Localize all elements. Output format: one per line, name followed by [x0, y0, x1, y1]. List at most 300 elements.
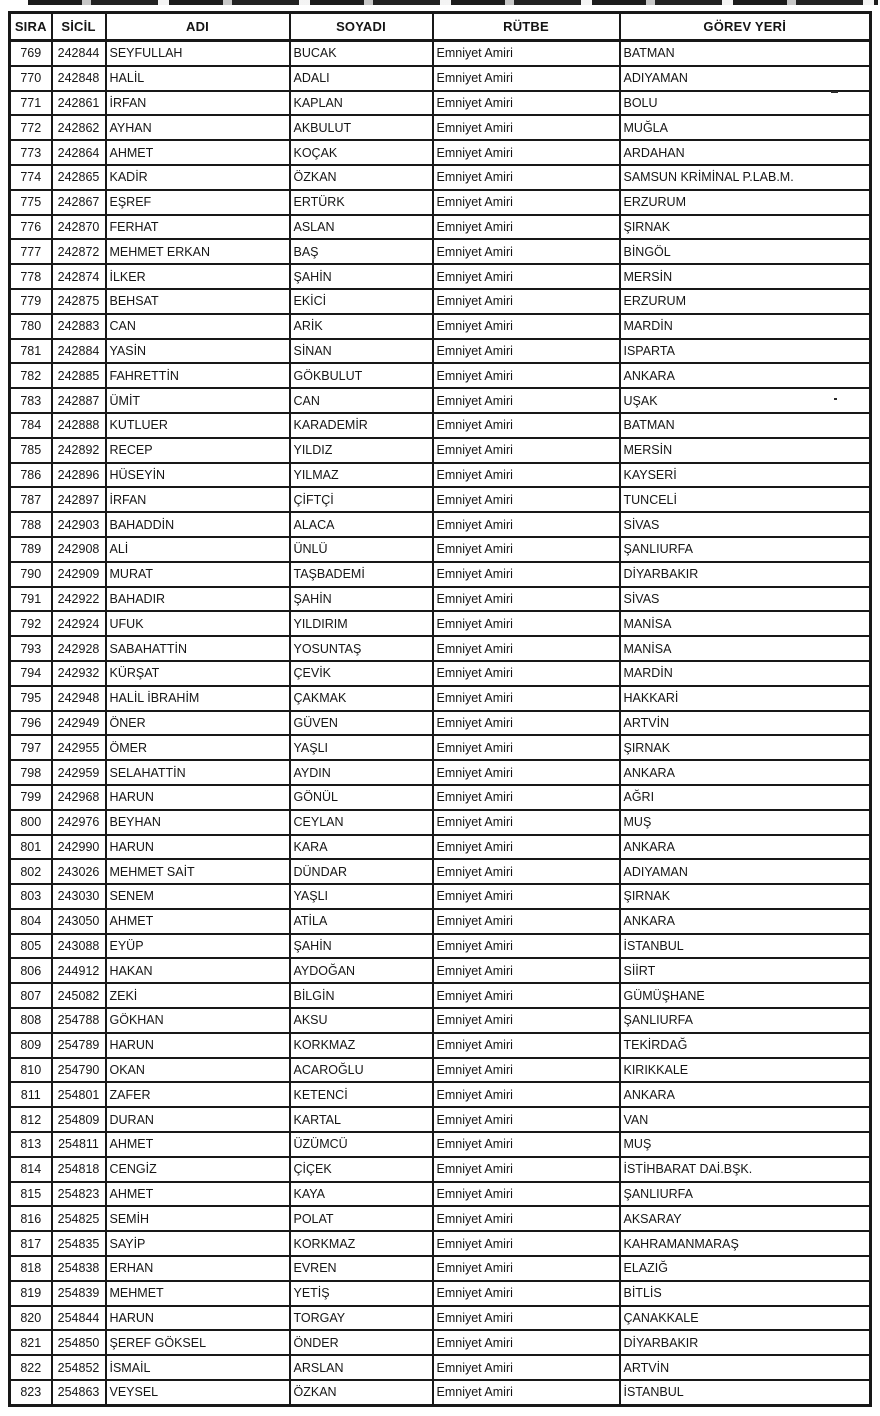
cell-rutbe: Emniyet Amiri [433, 1231, 620, 1256]
cell-adi: İRFAN [106, 91, 290, 116]
cell-sira: 815 [10, 1182, 52, 1207]
cell-gorev-yeri: MARDİN [620, 661, 871, 686]
cell-sicil: 242844 [52, 41, 106, 66]
cell-soyadi: KORKMAZ [290, 1033, 433, 1058]
cell-gorev-yeri: TEKİRDAĞ [620, 1033, 871, 1058]
cell-gorev-yeri: ANKARA [620, 835, 871, 860]
cell-sicil: 242874 [52, 264, 106, 289]
cell-soyadi: YILDIZ [290, 438, 433, 463]
cell-soyadi: KAYA [290, 1182, 433, 1207]
cell-rutbe: Emniyet Amiri [433, 909, 620, 934]
cell-gorev-yeri: SAMSUN KRİMİNAL P.LAB.M. [620, 165, 871, 190]
column-header-soyadi: SOYADI [290, 13, 433, 41]
cell-adi: HAKAN [106, 958, 290, 983]
cell-sicil: 242885 [52, 363, 106, 388]
table-row [10, 983, 871, 1008]
cell-sira: 799 [10, 785, 52, 810]
cell-sira: 805 [10, 934, 52, 959]
cell-rutbe: Emniyet Amiri [433, 611, 620, 636]
cell-gorev-yeri: KAYSERİ [620, 463, 871, 488]
cell-gorev-yeri: DİYARBAKIR [620, 1330, 871, 1355]
cell-rutbe: Emniyet Amiri [433, 1256, 620, 1281]
cell-adi: ŞEREF GÖKSEL [106, 1330, 290, 1355]
cell-gorev-yeri: ERZURUM [620, 190, 871, 215]
cell-sicil: 242896 [52, 463, 106, 488]
cell-sicil: 242861 [52, 91, 106, 116]
table-row [10, 1206, 871, 1231]
cell-sicil: 242870 [52, 215, 106, 240]
cell-rutbe: Emniyet Amiri [433, 1306, 620, 1331]
cell-adi: İRFAN [106, 487, 290, 512]
cell-gorev-yeri: ARTVİN [620, 711, 871, 736]
cell-gorev-yeri: DİYARBAKIR [620, 562, 871, 587]
cell-gorev-yeri: ADIYAMAN [620, 859, 871, 884]
cell-soyadi: ÇEVİK [290, 661, 433, 686]
table-row [10, 562, 871, 587]
cell-sicil: 242976 [52, 810, 106, 835]
cell-rutbe: Emniyet Amiri [433, 934, 620, 959]
cell-rutbe: Emniyet Amiri [433, 1355, 620, 1380]
cell-rutbe: Emniyet Amiri [433, 537, 620, 562]
scan-artifact-dot [834, 398, 837, 400]
table-row [10, 735, 871, 760]
cell-gorev-yeri: MUŞ [620, 1132, 871, 1157]
cell-soyadi: KARTAL [290, 1107, 433, 1132]
cell-soyadi: EVREN [290, 1256, 433, 1281]
cell-adi: AHMET [106, 1132, 290, 1157]
cell-rutbe: Emniyet Amiri [433, 859, 620, 884]
cell-soyadi: BAŞ [290, 239, 433, 264]
cell-gorev-yeri: KIRIKKALE [620, 1058, 871, 1083]
cell-sira: 775 [10, 190, 52, 215]
cell-sicil: 242875 [52, 289, 106, 314]
cell-sira: 787 [10, 487, 52, 512]
cell-soyadi: ÇAKMAK [290, 686, 433, 711]
table-row [10, 958, 871, 983]
header-row [10, 13, 871, 41]
cell-sira: 794 [10, 661, 52, 686]
table-body [10, 41, 871, 1406]
table-row [10, 215, 871, 240]
cell-adi: ZAFER [106, 1082, 290, 1107]
table-row [10, 934, 871, 959]
cell-sicil: 242932 [52, 661, 106, 686]
cell-soyadi: AYDOĞAN [290, 958, 433, 983]
cell-gorev-yeri: ANKARA [620, 1082, 871, 1107]
cell-adi: CAN [106, 314, 290, 339]
cell-rutbe: Emniyet Amiri [433, 636, 620, 661]
cell-sira: 818 [10, 1256, 52, 1281]
cell-sira: 816 [10, 1206, 52, 1231]
cell-rutbe: Emniyet Amiri [433, 1182, 620, 1207]
cell-sira: 806 [10, 958, 52, 983]
table-row [10, 438, 871, 463]
cell-sira: 769 [10, 41, 52, 66]
cell-sira: 779 [10, 289, 52, 314]
cell-rutbe: Emniyet Amiri [433, 1033, 620, 1058]
cell-adi: MEHMET [106, 1281, 290, 1306]
cell-soyadi: KORKMAZ [290, 1231, 433, 1256]
cell-sicil: 242990 [52, 835, 106, 860]
cell-adi: YASİN [106, 339, 290, 364]
cell-rutbe: Emniyet Amiri [433, 1082, 620, 1107]
cell-soyadi: AYDIN [290, 760, 433, 785]
cell-soyadi: ACAROĞLU [290, 1058, 433, 1083]
cell-gorev-yeri: ŞANLIURFA [620, 537, 871, 562]
table-row [10, 537, 871, 562]
cell-rutbe: Emniyet Amiri [433, 958, 620, 983]
cell-gorev-yeri: MUŞ [620, 810, 871, 835]
cell-sira: 790 [10, 562, 52, 587]
table-header [10, 13, 871, 41]
cell-gorev-yeri: BATMAN [620, 413, 871, 438]
cell-sira: 814 [10, 1157, 52, 1182]
cell-gorev-yeri: SİVAS [620, 587, 871, 612]
cell-rutbe: Emniyet Amiri [433, 1206, 620, 1231]
cell-soyadi: ÜNLÜ [290, 537, 433, 562]
cell-soyadi: ŞAHİN [290, 264, 433, 289]
cell-sicil: 242928 [52, 636, 106, 661]
cell-rutbe: Emniyet Amiri [433, 1330, 620, 1355]
cell-gorev-yeri: SİVAS [620, 512, 871, 537]
cell-adi: KUTLUER [106, 413, 290, 438]
cell-adi: ÜMİT [106, 388, 290, 413]
cell-sira: 793 [10, 636, 52, 661]
cell-soyadi: ÇİFTÇİ [290, 487, 433, 512]
cell-rutbe: Emniyet Amiri [433, 1008, 620, 1033]
cell-sira: 821 [10, 1330, 52, 1355]
cell-sira: 773 [10, 140, 52, 165]
cell-sira: 782 [10, 363, 52, 388]
cell-sicil: 242949 [52, 711, 106, 736]
table-row [10, 661, 871, 686]
table-row [10, 1256, 871, 1281]
cell-sira: 786 [10, 463, 52, 488]
cell-gorev-yeri: İSTİHBARAT DAİ.BŞK. [620, 1157, 871, 1182]
cell-soyadi: GÖKBULUT [290, 363, 433, 388]
cell-soyadi: ALACA [290, 512, 433, 537]
cell-adi: ERHAN [106, 1256, 290, 1281]
cell-rutbe: Emniyet Amiri [433, 835, 620, 860]
cell-gorev-yeri: ŞANLIURFA [620, 1182, 871, 1207]
cell-gorev-yeri: ŞANLIURFA [620, 1008, 871, 1033]
cell-adi: UFUK [106, 611, 290, 636]
table-row [10, 413, 871, 438]
cell-gorev-yeri: ARTVİN [620, 1355, 871, 1380]
cell-adi: SENEM [106, 884, 290, 909]
cell-gorev-yeri: BİTLİS [620, 1281, 871, 1306]
cell-gorev-yeri: MARDİN [620, 314, 871, 339]
cell-sicil: 242908 [52, 537, 106, 562]
cell-sicil: 242922 [52, 587, 106, 612]
cell-rutbe: Emniyet Amiri [433, 884, 620, 909]
cell-soyadi: GÖNÜL [290, 785, 433, 810]
cell-soyadi: SİNAN [290, 339, 433, 364]
cell-adi: FERHAT [106, 215, 290, 240]
cell-soyadi: ŞAHİN [290, 934, 433, 959]
cell-gorev-yeri: AKSARAY [620, 1206, 871, 1231]
cell-rutbe: Emniyet Amiri [433, 1058, 620, 1083]
cell-rutbe: Emniyet Amiri [433, 760, 620, 785]
cell-adi: BAHADIR [106, 587, 290, 612]
cell-sicil: 242924 [52, 611, 106, 636]
cell-soyadi: ATİLA [290, 909, 433, 934]
cell-soyadi: ERTÜRK [290, 190, 433, 215]
cell-soyadi: ÖZKAN [290, 1380, 433, 1405]
cell-sicil: 254825 [52, 1206, 106, 1231]
cell-adi: FAHRETTİN [106, 363, 290, 388]
cell-soyadi: ADALI [290, 66, 433, 91]
table-row [10, 686, 871, 711]
cell-sicil: 242872 [52, 239, 106, 264]
cell-rutbe: Emniyet Amiri [433, 735, 620, 760]
cell-adi: ALİ [106, 537, 290, 562]
cell-gorev-yeri: MERSİN [620, 438, 871, 463]
cell-rutbe: Emniyet Amiri [433, 388, 620, 413]
column-header-adi: ADI [106, 13, 290, 41]
cell-soyadi: ARİK [290, 314, 433, 339]
cell-soyadi: ARSLAN [290, 1355, 433, 1380]
cell-gorev-yeri: ISPARTA [620, 339, 871, 364]
cell-sicil: 242867 [52, 190, 106, 215]
table-row [10, 1355, 871, 1380]
cell-sira: 819 [10, 1281, 52, 1306]
cell-sicil: 242959 [52, 760, 106, 785]
cell-rutbe: Emniyet Amiri [433, 1132, 620, 1157]
scan-artifact-top-line [28, 0, 878, 5]
cell-gorev-yeri: BOLU [620, 91, 871, 116]
column-header-rutbe: RÜTBE [433, 13, 620, 41]
table-row [10, 339, 871, 364]
table-row [10, 587, 871, 612]
cell-sicil: 243050 [52, 909, 106, 934]
cell-rutbe: Emniyet Amiri [433, 314, 620, 339]
cell-sira: 777 [10, 239, 52, 264]
cell-sira: 770 [10, 66, 52, 91]
cell-gorev-yeri: İSTANBUL [620, 1380, 871, 1405]
cell-sira: 788 [10, 512, 52, 537]
cell-sicil: 243030 [52, 884, 106, 909]
table-row [10, 760, 871, 785]
cell-sicil: 242883 [52, 314, 106, 339]
cell-soyadi: YETİŞ [290, 1281, 433, 1306]
cell-sira: 791 [10, 587, 52, 612]
cell-gorev-yeri: HAKKARİ [620, 686, 871, 711]
cell-adi: SEMİH [106, 1206, 290, 1231]
cell-rutbe: Emniyet Amiri [433, 1281, 620, 1306]
cell-sicil: 242865 [52, 165, 106, 190]
cell-gorev-yeri: MANİSA [620, 636, 871, 661]
cell-sira: 812 [10, 1107, 52, 1132]
cell-sicil: 254823 [52, 1182, 106, 1207]
cell-adi: HÜSEYİN [106, 463, 290, 488]
cell-adi: GÖKHAN [106, 1008, 290, 1033]
cell-soyadi: YOSUNTAŞ [290, 636, 433, 661]
cell-sicil: 254811 [52, 1132, 106, 1157]
cell-sicil: 242903 [52, 512, 106, 537]
cell-rutbe: Emniyet Amiri [433, 487, 620, 512]
cell-adi: HARUN [106, 1306, 290, 1331]
cell-rutbe: Emniyet Amiri [433, 438, 620, 463]
cell-gorev-yeri: ÇANAKKALE [620, 1306, 871, 1331]
cell-soyadi: GÜVEN [290, 711, 433, 736]
cell-adi: RECEP [106, 438, 290, 463]
cell-soyadi: TORGAY [290, 1306, 433, 1331]
cell-soyadi: ÖNDER [290, 1330, 433, 1355]
cell-sira: 803 [10, 884, 52, 909]
cell-adi: AHMET [106, 140, 290, 165]
cell-soyadi: KETENCİ [290, 1082, 433, 1107]
cell-gorev-yeri: ŞIRNAK [620, 215, 871, 240]
table-row [10, 487, 871, 512]
table-row [10, 1182, 871, 1207]
cell-adi: AHMET [106, 909, 290, 934]
cell-adi: ÖNER [106, 711, 290, 736]
cell-rutbe: Emniyet Amiri [433, 562, 620, 587]
cell-adi: KÜRŞAT [106, 661, 290, 686]
cell-gorev-yeri: ARDAHAN [620, 140, 871, 165]
cell-adi: ÖMER [106, 735, 290, 760]
cell-sicil: 242887 [52, 388, 106, 413]
cell-soyadi: AKSU [290, 1008, 433, 1033]
cell-gorev-yeri: ŞIRNAK [620, 735, 871, 760]
cell-rutbe: Emniyet Amiri [433, 686, 620, 711]
cell-adi: CENGİZ [106, 1157, 290, 1182]
cell-sira: 796 [10, 711, 52, 736]
scan-artifact-dash [831, 91, 838, 93]
cell-sicil: 242892 [52, 438, 106, 463]
cell-gorev-yeri: MERSİN [620, 264, 871, 289]
cell-sicil: 245082 [52, 983, 106, 1008]
cell-gorev-yeri: BİNGÖL [620, 239, 871, 264]
cell-sicil: 254852 [52, 1355, 106, 1380]
cell-gorev-yeri: AĞRI [620, 785, 871, 810]
table-row [10, 264, 871, 289]
cell-soyadi: BUCAK [290, 41, 433, 66]
table-row [10, 512, 871, 537]
cell-gorev-yeri: GÜMÜŞHANE [620, 983, 871, 1008]
table-row [10, 239, 871, 264]
cell-sicil: 242955 [52, 735, 106, 760]
column-header-sicil: SİCİL [52, 13, 106, 41]
cell-sira: 822 [10, 1355, 52, 1380]
table-row [10, 363, 871, 388]
cell-rutbe: Emniyet Amiri [433, 339, 620, 364]
cell-sira: 771 [10, 91, 52, 116]
cell-adi: HALİL [106, 66, 290, 91]
cell-adi: ZEKİ [106, 983, 290, 1008]
cell-sira: 781 [10, 339, 52, 364]
cell-soyadi: CEYLAN [290, 810, 433, 835]
cell-rutbe: Emniyet Amiri [433, 264, 620, 289]
table-row [10, 314, 871, 339]
cell-sira: 774 [10, 165, 52, 190]
cell-gorev-yeri: MUĞLA [620, 115, 871, 140]
table-row [10, 1058, 871, 1083]
cell-gorev-yeri: ANKARA [620, 760, 871, 785]
cell-adi: İSMAİL [106, 1355, 290, 1380]
cell-sira: 807 [10, 983, 52, 1008]
table-row [10, 909, 871, 934]
table-row [10, 636, 871, 661]
cell-rutbe: Emniyet Amiri [433, 190, 620, 215]
cell-sicil: 254801 [52, 1082, 106, 1107]
cell-sira: 823 [10, 1380, 52, 1405]
cell-rutbe: Emniyet Amiri [433, 463, 620, 488]
cell-soyadi: YAŞLI [290, 884, 433, 909]
cell-gorev-yeri: ANKARA [620, 909, 871, 934]
cell-soyadi: CAN [290, 388, 433, 413]
cell-gorev-yeri: ANKARA [620, 363, 871, 388]
cell-soyadi: YILDIRIM [290, 611, 433, 636]
cell-sicil: 254835 [52, 1231, 106, 1256]
cell-soyadi: ASLAN [290, 215, 433, 240]
cell-sicil: 243026 [52, 859, 106, 884]
table-row [10, 1082, 871, 1107]
cell-adi: SAYİP [106, 1231, 290, 1256]
table-row [10, 66, 871, 91]
table-row [10, 115, 871, 140]
cell-adi: EŞREF [106, 190, 290, 215]
table-row [10, 1306, 871, 1331]
table-row [10, 859, 871, 884]
cell-sira: 810 [10, 1058, 52, 1083]
cell-rutbe: Emniyet Amiri [433, 711, 620, 736]
cell-sira: 817 [10, 1231, 52, 1256]
cell-sicil: 242897 [52, 487, 106, 512]
cell-adi: MEHMET ERKAN [106, 239, 290, 264]
cell-gorev-yeri: İSTANBUL [620, 934, 871, 959]
cell-soyadi: EKİCİ [290, 289, 433, 314]
table-row [10, 1380, 871, 1405]
cell-adi: HARUN [106, 835, 290, 860]
cell-soyadi: KAPLAN [290, 91, 433, 116]
cell-soyadi: YILMAZ [290, 463, 433, 488]
cell-rutbe: Emniyet Amiri [433, 41, 620, 66]
table-row [10, 41, 871, 66]
cell-gorev-yeri: BATMAN [620, 41, 871, 66]
cell-sicil: 254863 [52, 1380, 106, 1405]
cell-sicil: 244912 [52, 958, 106, 983]
cell-sicil: 242884 [52, 339, 106, 364]
table-row [10, 388, 871, 413]
cell-soyadi: KOÇAK [290, 140, 433, 165]
cell-soyadi: BİLGİN [290, 983, 433, 1008]
cell-adi: EYÜP [106, 934, 290, 959]
cell-sicil: 254818 [52, 1157, 106, 1182]
cell-sira: 804 [10, 909, 52, 934]
cell-sira: 797 [10, 735, 52, 760]
table-row [10, 190, 871, 215]
cell-adi: OKAN [106, 1058, 290, 1083]
cell-adi: AHMET [106, 1182, 290, 1207]
cell-sicil: 243088 [52, 934, 106, 959]
cell-rutbe: Emniyet Amiri [433, 289, 620, 314]
cell-adi: SABAHATTİN [106, 636, 290, 661]
cell-soyadi: TAŞBADEMİ [290, 562, 433, 587]
cell-sicil: 254844 [52, 1306, 106, 1331]
cell-sira: 778 [10, 264, 52, 289]
cell-rutbe: Emniyet Amiri [433, 1157, 620, 1182]
cell-adi: KADİR [106, 165, 290, 190]
cell-sira: 820 [10, 1306, 52, 1331]
cell-sira: 789 [10, 537, 52, 562]
cell-adi: MURAT [106, 562, 290, 587]
cell-sicil: 254789 [52, 1033, 106, 1058]
table-row [10, 1157, 871, 1182]
table-row [10, 165, 871, 190]
table-row [10, 1107, 871, 1132]
